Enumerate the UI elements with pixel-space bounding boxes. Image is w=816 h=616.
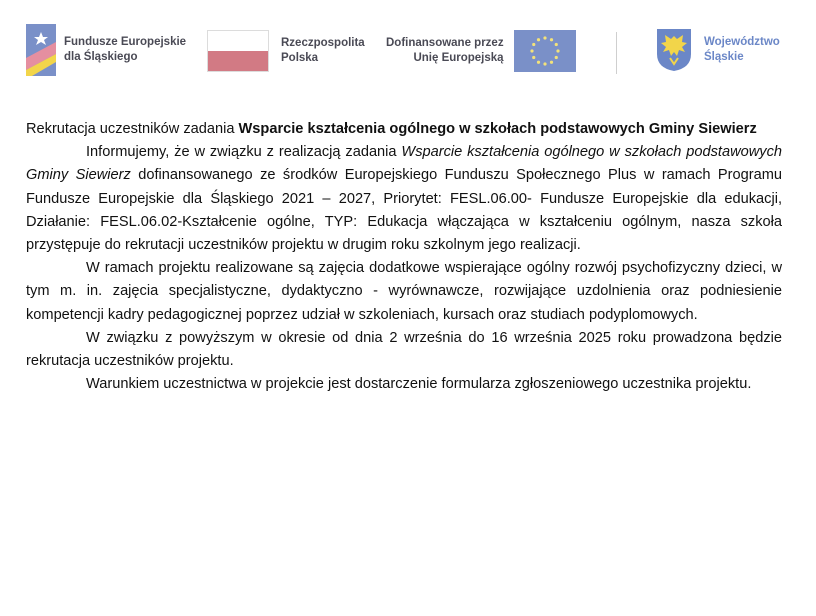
wojewodztwo-slaskie-logo <box>656 28 780 72</box>
eu-star <box>543 36 546 39</box>
eu-star <box>554 43 557 46</box>
eu-star <box>530 49 533 52</box>
document-body <box>26 118 782 396</box>
rzeczpospolita-polska-logo <box>207 30 365 72</box>
logo-bar <box>0 0 816 100</box>
ws-line2: Śląskie <box>704 51 744 63</box>
document-title <box>26 118 782 141</box>
fe-logo-text <box>64 35 186 65</box>
eu-star <box>549 61 552 64</box>
eu-line2: Unię Europejską <box>413 52 504 64</box>
eu-star <box>532 43 535 46</box>
rp-line2: Polska <box>281 52 319 64</box>
title-bold: Wsparcie kształcenia ogólnego w szkołach podstawowych Gminy Siewierz <box>238 121 757 137</box>
eu-cofinancing-logo <box>386 30 576 72</box>
eu-star <box>532 56 535 59</box>
eu-flag-icon <box>514 30 576 72</box>
paragraph-1 <box>26 141 782 257</box>
ws-logo-text <box>704 35 780 65</box>
eu-logo-text <box>386 36 504 66</box>
ws-line1: Województwo <box>704 36 780 48</box>
paragraph-4: Warunkiem uczestnictwa w projekcie jest dostarczenie formularza zgłoszeniowego uczestnika projektu. <box>86 376 752 393</box>
eu-line1: Dofinansowane przez <box>386 37 504 49</box>
paragraph-1-task-name: Wsparcie kształcenia ogólnego w szkołach podstawowych Gminy Siewierz <box>26 144 782 184</box>
title-prefix: Rekrutacja uczestników zadania <box>26 121 239 137</box>
paragraph-3: W związku z powyższym w okresie od dnia 2 września do 16 września 2025 roku prowadzona będzie rekrutacja uczestników projektu. <box>26 329 782 370</box>
fe-line1: Fundusze Europejskie <box>64 36 187 48</box>
fe-line2: dla Śląskiego <box>64 51 138 63</box>
eu-star <box>549 38 552 41</box>
paragraph-1-intro: Informujemy, że w związku z realizacją zadania <box>86 144 402 161</box>
eu-star <box>556 49 559 52</box>
poland-flag-icon <box>207 30 269 72</box>
eu-star <box>543 62 546 65</box>
rp-logo-text <box>281 36 365 66</box>
paragraph-1-rest: dofinansowanego ze środków Europejskiego Funduszu Społecznego Plus w ramach Programu Fundusze Europejskie dla Śląskiego 2021 – 2027, Priorytet: FESL.06.00- Fundusze Europejskie dla edukacji, Działanie: FESL.06.02-Kształcenie ogólne, TYP: Edukacja włączająca w kształceniu ogólnym, nasza szkoła przystępuje do rekrutacji uczestników projektu w drugim roku szkolnym jego realizacji. <box>26 167 782 254</box>
silesian-eagle-icon <box>656 28 692 72</box>
fundusze-europejskie-logo <box>26 24 186 76</box>
rp-line1: Rzeczpospolita <box>281 37 365 49</box>
eu-star <box>536 61 539 64</box>
eu-star <box>554 56 557 59</box>
logo-separator <box>616 32 617 74</box>
fe-emblem-icon <box>26 24 56 76</box>
paragraph-2: W ramach projektu realizowane są zajęcia dodatkowe wspierające ogólny rozwój psychofizyczny dzieci, w tym m. in. zajęcia specjalistyczne, dydaktyczno - wyrównawcze, rozwijające uzdolnienia oraz podniesienie kompetencji kadry pedagogicznej poprzez udział w szkoleniach, kursach oraz studiach podyplomowych. <box>26 260 782 323</box>
eu-star <box>536 38 539 41</box>
